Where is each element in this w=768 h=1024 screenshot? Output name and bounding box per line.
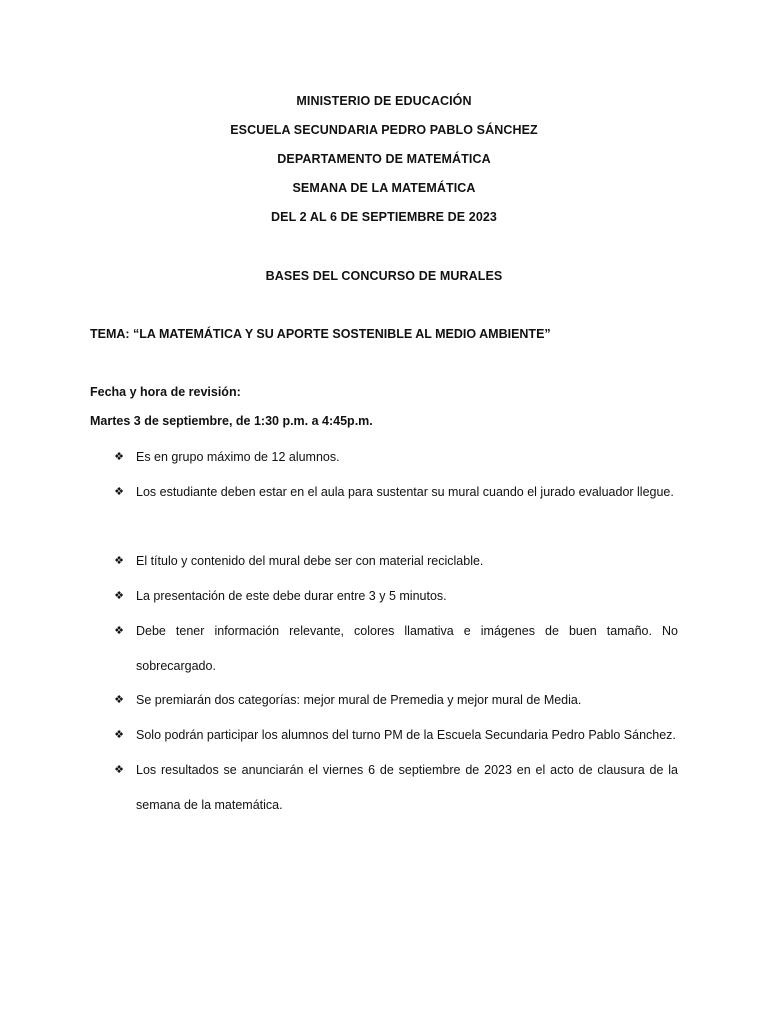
rule-text: Los estudiante deben estar en el aula para sustentar su mural cuando el jurado evaluador llegue.	[136, 485, 674, 499]
rule-item	[112, 753, 678, 822]
rule-text: Es en grupo máximo de 12 alumnos.	[136, 450, 340, 464]
rule-text: Los resultados se anunciarán el viernes 6 de septiembre de 2023 en el acto de clausura de la semana de la matemática.	[136, 763, 678, 812]
document-title: BASES DEL CONCURSO DE MURALES	[265, 269, 503, 283]
header-school: ESCUELA SECUNDARIA PEDRO PABLO SÁNCHEZ	[230, 123, 538, 137]
diamond-bullet-icon: ❖	[114, 555, 124, 567]
rule-item	[112, 544, 678, 579]
theme-line: TEMA: “LA MATEMÁTICA Y SU APORTE SOSTENIBLE AL MEDIO AMBIENTE”	[90, 327, 551, 341]
header-event: SEMANA DE LA MATEMÁTICA	[292, 181, 476, 195]
header-department: DEPARTAMENTO DE MATEMÁTICA	[277, 152, 491, 166]
rule-text: El título y contenido del mural debe ser con material reciclable.	[136, 554, 484, 568]
rule-item	[112, 614, 678, 683]
rule-item	[112, 579, 678, 614]
rule-item	[112, 475, 678, 544]
diamond-bullet-icon: ❖	[114, 590, 124, 602]
diamond-bullet-icon: ❖	[114, 451, 124, 463]
rule-item	[112, 718, 678, 753]
rule-text: Se premiarán dos categorías: mejor mural de Premedia y mejor mural de Media.	[136, 693, 582, 707]
diamond-bullet-icon: ❖	[114, 486, 124, 498]
rule-item	[112, 440, 678, 475]
rules-list	[112, 440, 678, 822]
rule-text: Debe tener información relevante, colores llamativa e imágenes de buen tamaño. No sobrecargado.	[136, 624, 678, 673]
diamond-bullet-icon: ❖	[114, 694, 124, 706]
review-label: Fecha y hora de revisión:	[90, 385, 241, 399]
diamond-bullet-icon: ❖	[114, 729, 124, 741]
rule-text: Solo podrán participar los alumnos del turno PM de la Escuela Secundaria Pedro Pablo Sánchez.	[136, 728, 676, 742]
header-dates: DEL 2 AL 6 DE SEPTIEMBRE DE 2023	[271, 210, 497, 224]
review-datetime: Martes 3 de septiembre, de 1:30 p.m. a 4:45p.m.	[90, 414, 373, 428]
diamond-bullet-icon: ❖	[114, 625, 124, 637]
diamond-bullet-icon: ❖	[114, 764, 124, 776]
header-ministry: MINISTERIO DE EDUCACIÓN	[296, 94, 472, 108]
rule-item	[112, 683, 678, 718]
rule-text: La presentación de este debe durar entre 3 y 5 minutos.	[136, 589, 447, 603]
